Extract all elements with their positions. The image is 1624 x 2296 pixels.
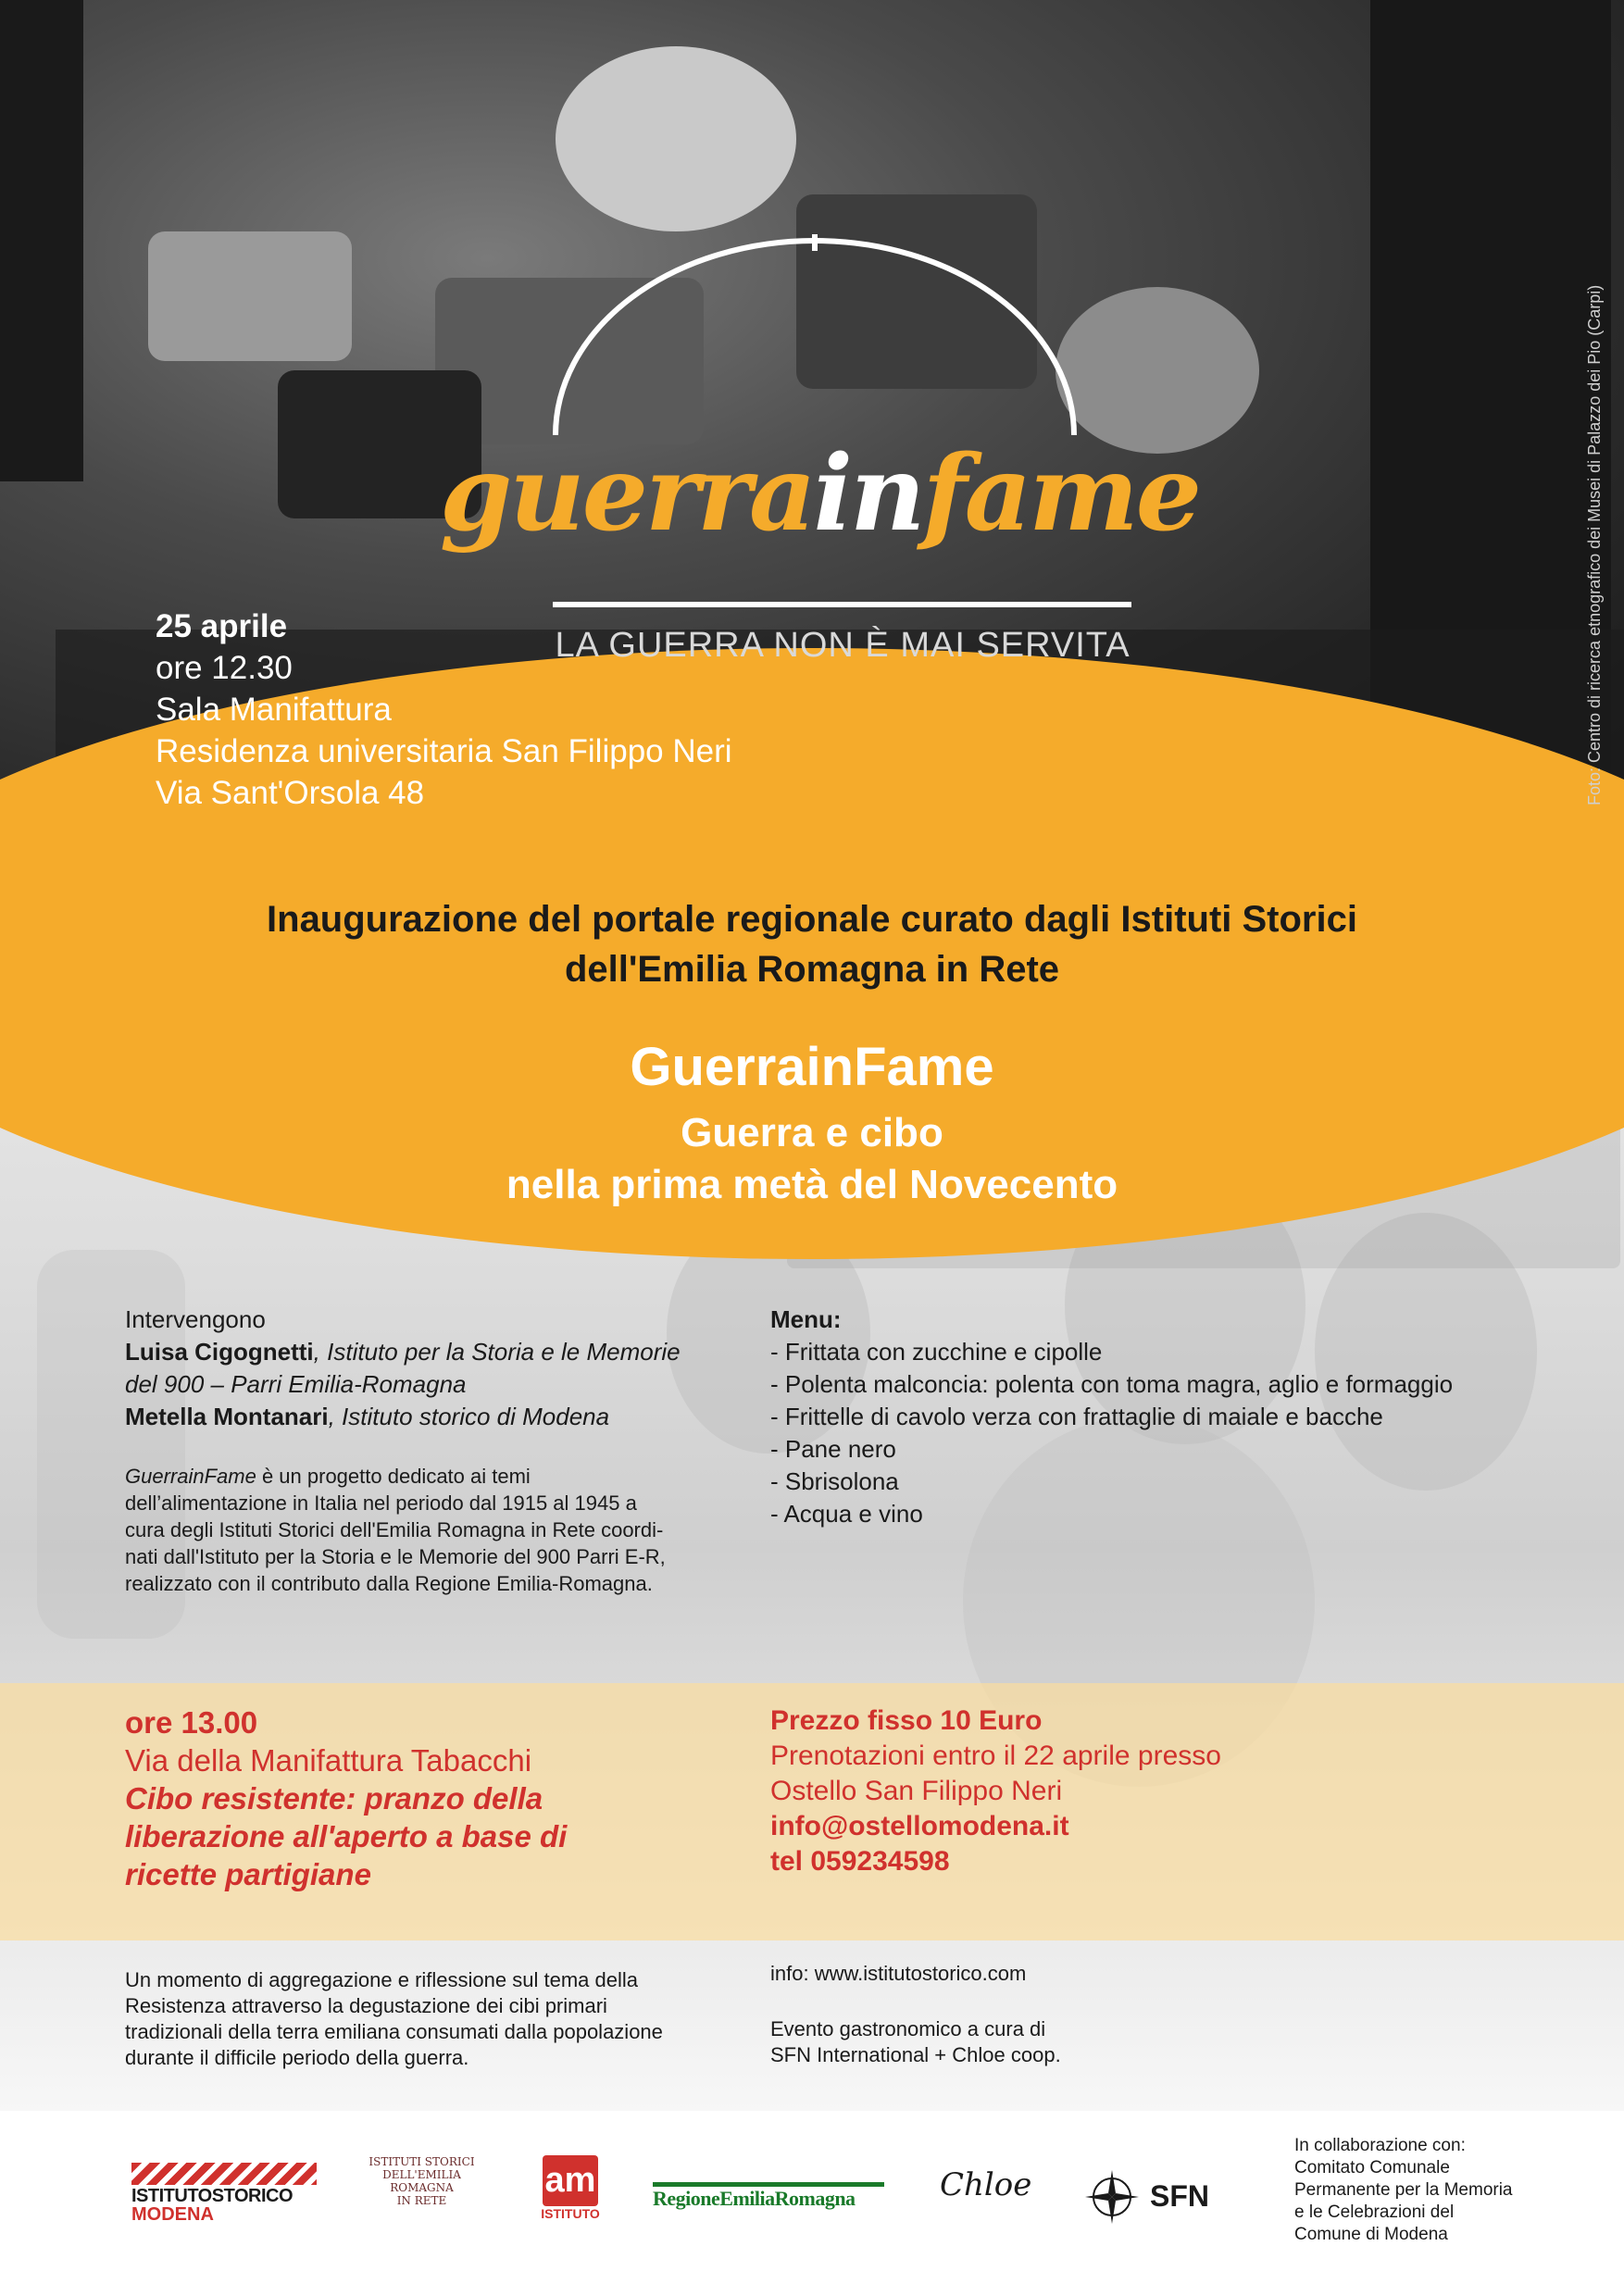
speaker-affiliation: del 900 – Parri Emilia-Romagna [125,1370,467,1398]
event-time: ore 12.30 [156,650,293,686]
menu-item: - Frittelle di cavolo verza con frattaglie di maiale e bacche [770,1403,1383,1430]
event-info [156,605,732,814]
menu-item: - Pane nero [770,1435,896,1463]
collab-text: e le Celebrazioni del [1294,2202,1455,2222]
menu-title: Menu: [770,1305,842,1333]
istituti-storici-rete-logo [359,2155,484,2207]
speaker-name: Metella Montanari [125,1403,329,1430]
striped-bar-icon [131,2163,317,2185]
info-website-link[interactable]: info: www.istitutostorico.com [770,1962,1027,1985]
speakers-block [125,1304,699,1433]
project-text: realizzato con il contributo dalla Regione Emilia-Romagna. [125,1572,653,1595]
lunch-time: ore 13.00 [125,1705,258,1740]
moment-text: Resistenza attraverso la degustazione dei cibi primari [125,1994,607,2017]
logo-text: ISTITUTI STORICI [369,2155,475,2168]
logo-text: SFN [1150,2179,1209,2213]
menu-item: - Acqua e vino [770,1500,923,1528]
project-text: cura degli Istituti Storici dell'Emilia Romagna in Rete coordi- [125,1518,664,1541]
event-room: Sala Manifattura [156,692,392,728]
speaker-affiliation: , Istituto per la Storia e le Memorie [313,1338,681,1366]
logo-text: ROMAGNA [390,2181,454,2194]
menu-block [770,1304,1530,1530]
moment-text: durante il difficile periodo della guerra. [125,2046,469,2069]
chloe-logo [940,2166,1032,2203]
project-text: dell’alimentazione in Italia nel periodo dal 1915 al 1945 a [125,1491,637,1515]
speakers-heading: Intervengono [125,1305,266,1333]
logo-text: MODENA [131,2204,214,2225]
project-text: è un progetto dedicato ai temi [256,1465,531,1488]
menu-item: - Polenta malconcia: polenta con toma magra, aglio e formaggio [770,1370,1454,1398]
inauguration-heading [185,894,1439,994]
lunch-block [125,1703,718,1893]
lunch-place: Via della Manifattura Tabacchi [125,1743,532,1778]
inauguration-line-1: Inaugurazione del portale regionale curato dagli Istituti Storici [267,899,1357,940]
speaker-name: Luisa Cigognetti [125,1338,314,1366]
booking-phone[interactable]: tel 059234598 [770,1846,950,1877]
logo-wordmark: guerrainfame [439,433,1200,555]
istituto-storico-modena-logo [131,2163,317,2225]
menu-item: - Frittata con zucchine e cipolle [770,1338,1103,1366]
main-title: GuerrainFame [630,1037,994,1097]
collab-text: Permanente per la Memoria [1294,2180,1513,2200]
logo-text: IN RETE [396,2194,447,2207]
cloche-dome-icon [537,227,1093,440]
logo-tagline: LA GUERRA NON È MAI SERVITA [555,626,1131,665]
subtitle-line-1: Guerra e cibo [681,1110,943,1155]
photo-credit: Foto: Centro di ricerca etnografico dei Musei di Palazzo dei Pio (Carpi) [1585,284,1604,805]
logo-text: ISTITUTOSTORICO [131,2186,293,2206]
event-venue: Residenza universitaria San Filippo Neri [156,733,732,769]
booking-email-link[interactable]: info@ostellomodena.it [770,1811,1069,1841]
menu-item: - Sbrisolona [770,1467,899,1495]
lunch-title: ricette partigiane [125,1857,371,1891]
organizer-info [770,2016,1418,2068]
regione-emilia-romagna-logo [653,2182,884,2211]
logo-text: Chloe [940,2166,1032,2203]
collab-text: Comune di Modena [1294,2225,1448,2244]
project-description [125,1463,718,1597]
organizer-text: Evento gastronomico a cura di [770,2017,1046,2040]
project-name: GuerrainFame [125,1465,256,1488]
event-address: Via Sant'Orsola 48 [156,775,425,811]
speaker-affiliation: , Istituto storico di Modena [328,1403,610,1430]
main-subtitle [278,1107,1346,1211]
logo-text: RegioneEmiliaRomagna [653,2187,856,2210]
logo-text: DELL'EMILIA [382,2168,461,2181]
logo-text: ISTITUTO [541,2206,600,2221]
collab-text: Comitato Comunale [1294,2158,1450,2177]
compass-rose-icon [1083,2168,1141,2226]
lunch-title: liberazione all'aperto a base di [125,1819,568,1853]
istituto-mark-icon: am [543,2155,598,2206]
sfn-logo [1083,2168,1222,2224]
booking-place: Ostello San Filippo Neri [770,1776,1063,1806]
lunch-title: Cibo resistente: pranzo della [125,1781,543,1816]
price: Prezzo fisso 10 Euro [770,1705,1043,1736]
collab-text: In collaborazione con: [1294,2136,1466,2155]
booking-deadline: Prenotazioni entro il 22 aprile presso [770,1741,1221,1771]
event-date: 25 aprile [156,608,288,644]
subtitle-line-2: nella prima metà del Novecento [506,1162,1118,1207]
booking-block [770,1703,1530,1879]
collaboration-note [1294,2135,1572,2246]
organizer-text: SFN International + Chloe coop. [770,2043,1061,2066]
istituto-logo [528,2155,613,2234]
inauguration-line-2: dell'Emilia Romagna in Rete [564,949,1060,990]
moment-description [125,1967,718,2071]
moment-text: tradizionali della terra emiliana consumati dalla popolazione [125,2020,663,2043]
project-text: nati dall'Istituto per la Storia e le Memorie del 900 Parri E-R, [125,1545,666,1568]
moment-text: Un momento di aggregazione e riflessione sul tema della [125,1968,638,1991]
